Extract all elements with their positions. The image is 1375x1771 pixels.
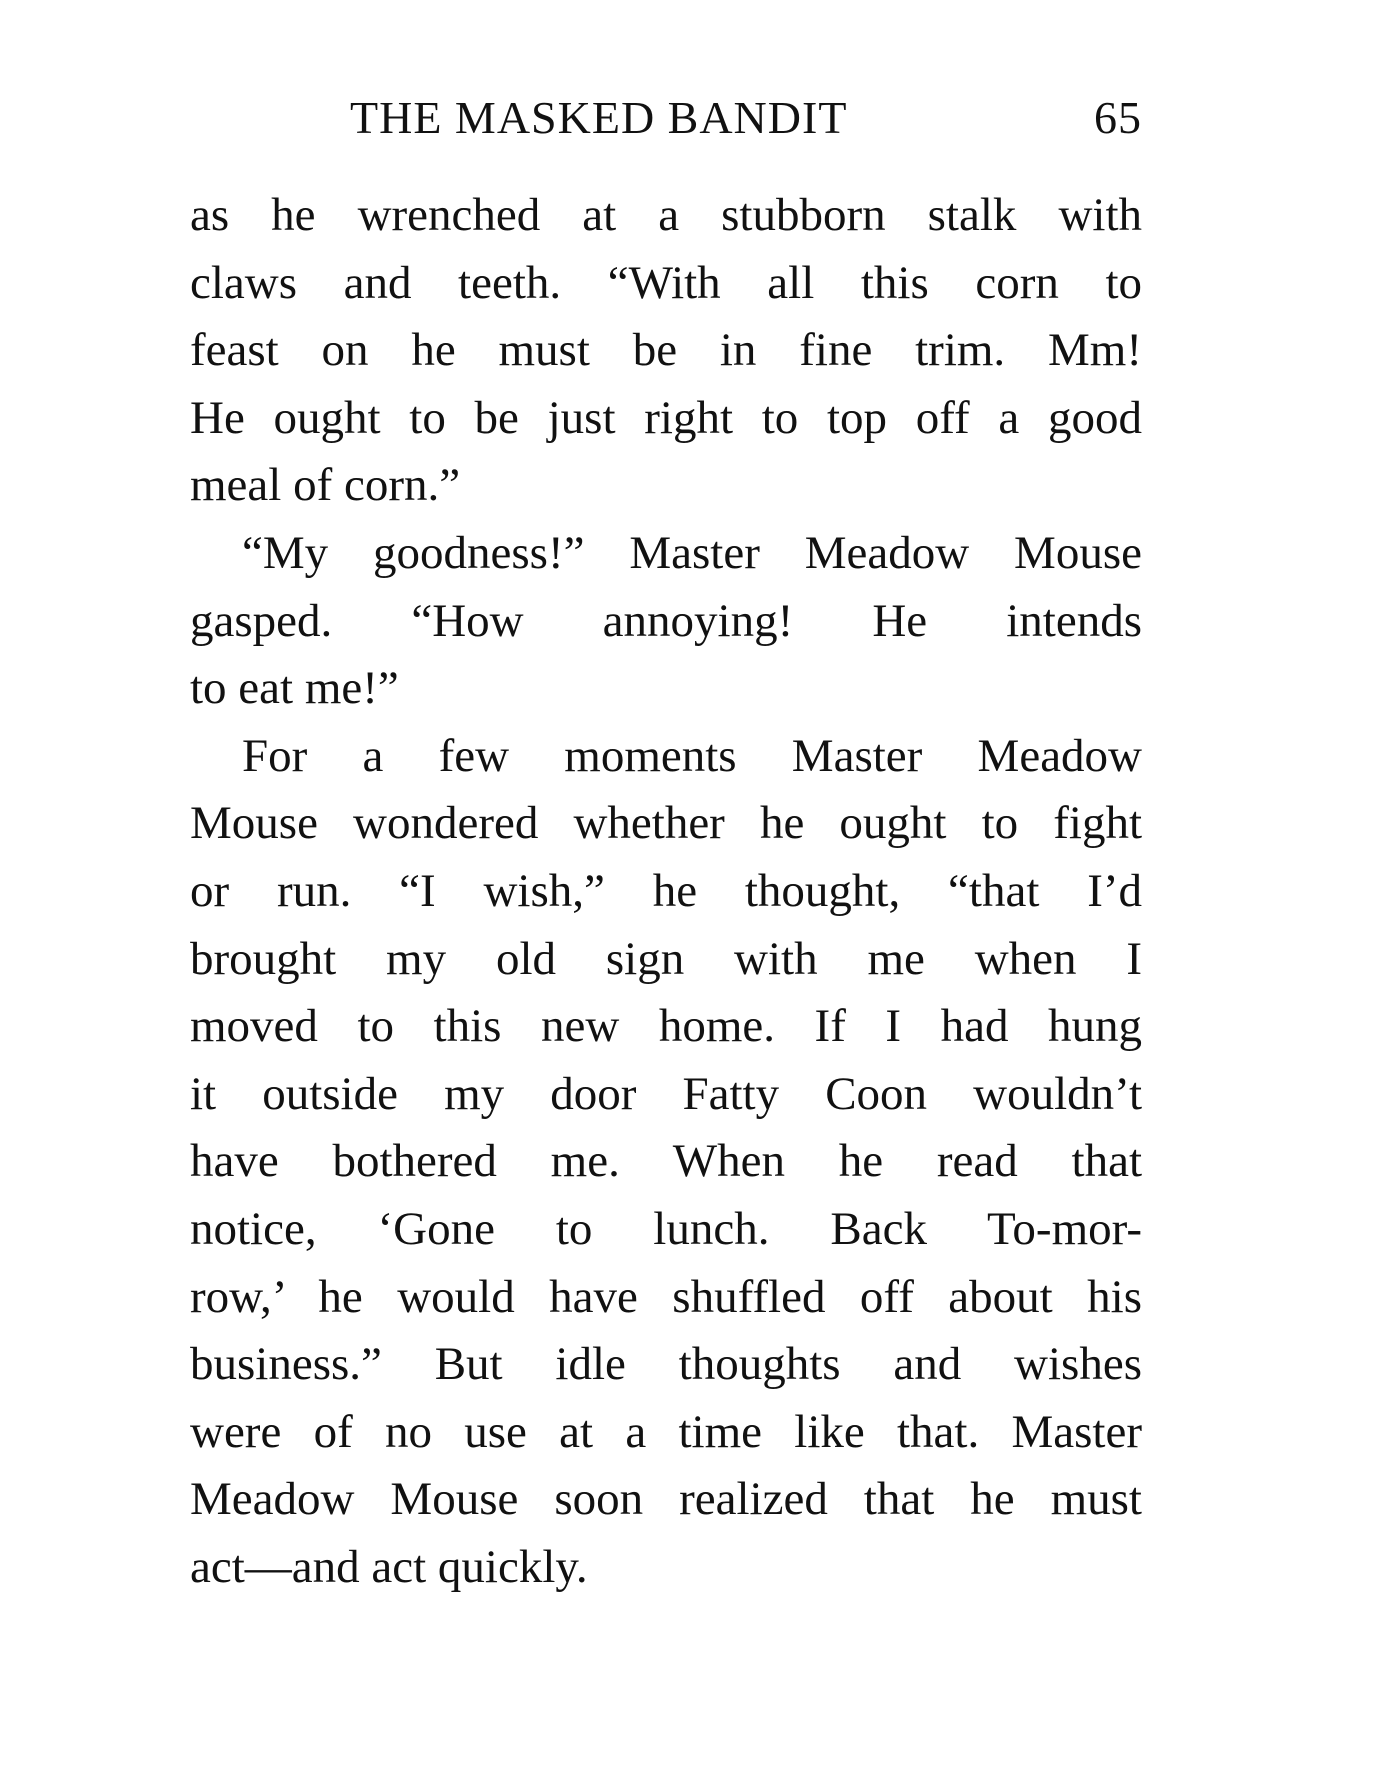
text-line: moved to this new home. If I had hung (190, 1000, 1142, 1053)
text-line: notice, ‘Gone to lunch. Back To-mor- (190, 1202, 1142, 1255)
text-line: it outside my door Fatty Coon wouldn’t (190, 1067, 1142, 1120)
text-line: or run. “I wish,” he thought, “that I’d (190, 864, 1142, 917)
text-line: as he wrenched at a stubborn stalk with (190, 189, 1142, 241)
text-line: act—and act quickly. (190, 1540, 588, 1593)
text-line: have bothered me. When he read that (190, 1135, 1142, 1188)
text-line: business.” But idle thoughts and wishes (190, 1338, 1142, 1391)
text-line: brought my old sign with me when I (190, 932, 1142, 985)
text-line: to eat me!” (190, 662, 399, 715)
text-line: meal of corn.” (190, 459, 461, 512)
text-line: feast on he must be in fine trim. Mm! (190, 324, 1142, 377)
text-line: He ought to be just right to top off a good (190, 391, 1142, 444)
text-line: gasped. “How annoying! He intends (190, 594, 1142, 647)
page-number: 65 (1094, 92, 1142, 143)
text-line: “My goodness!” Master Meadow Mouse (242, 526, 1142, 579)
running-title: THE MASKED BANDIT (350, 92, 848, 143)
body-text (190, 182, 1142, 1601)
text-line: were of no use at a time like that. Master (190, 1405, 1142, 1458)
text-line: claws and teeth. “With all this corn to (190, 256, 1142, 309)
running-head (190, 88, 1142, 148)
text-line: row,’ he would have shuffled off about his (190, 1270, 1142, 1323)
text-line: For a few moments Master Meadow (242, 729, 1142, 782)
text-line: Mouse wondered whether he ought to fight (190, 797, 1142, 850)
text-line: Meadow Mouse soon realized that he must (190, 1473, 1142, 1526)
